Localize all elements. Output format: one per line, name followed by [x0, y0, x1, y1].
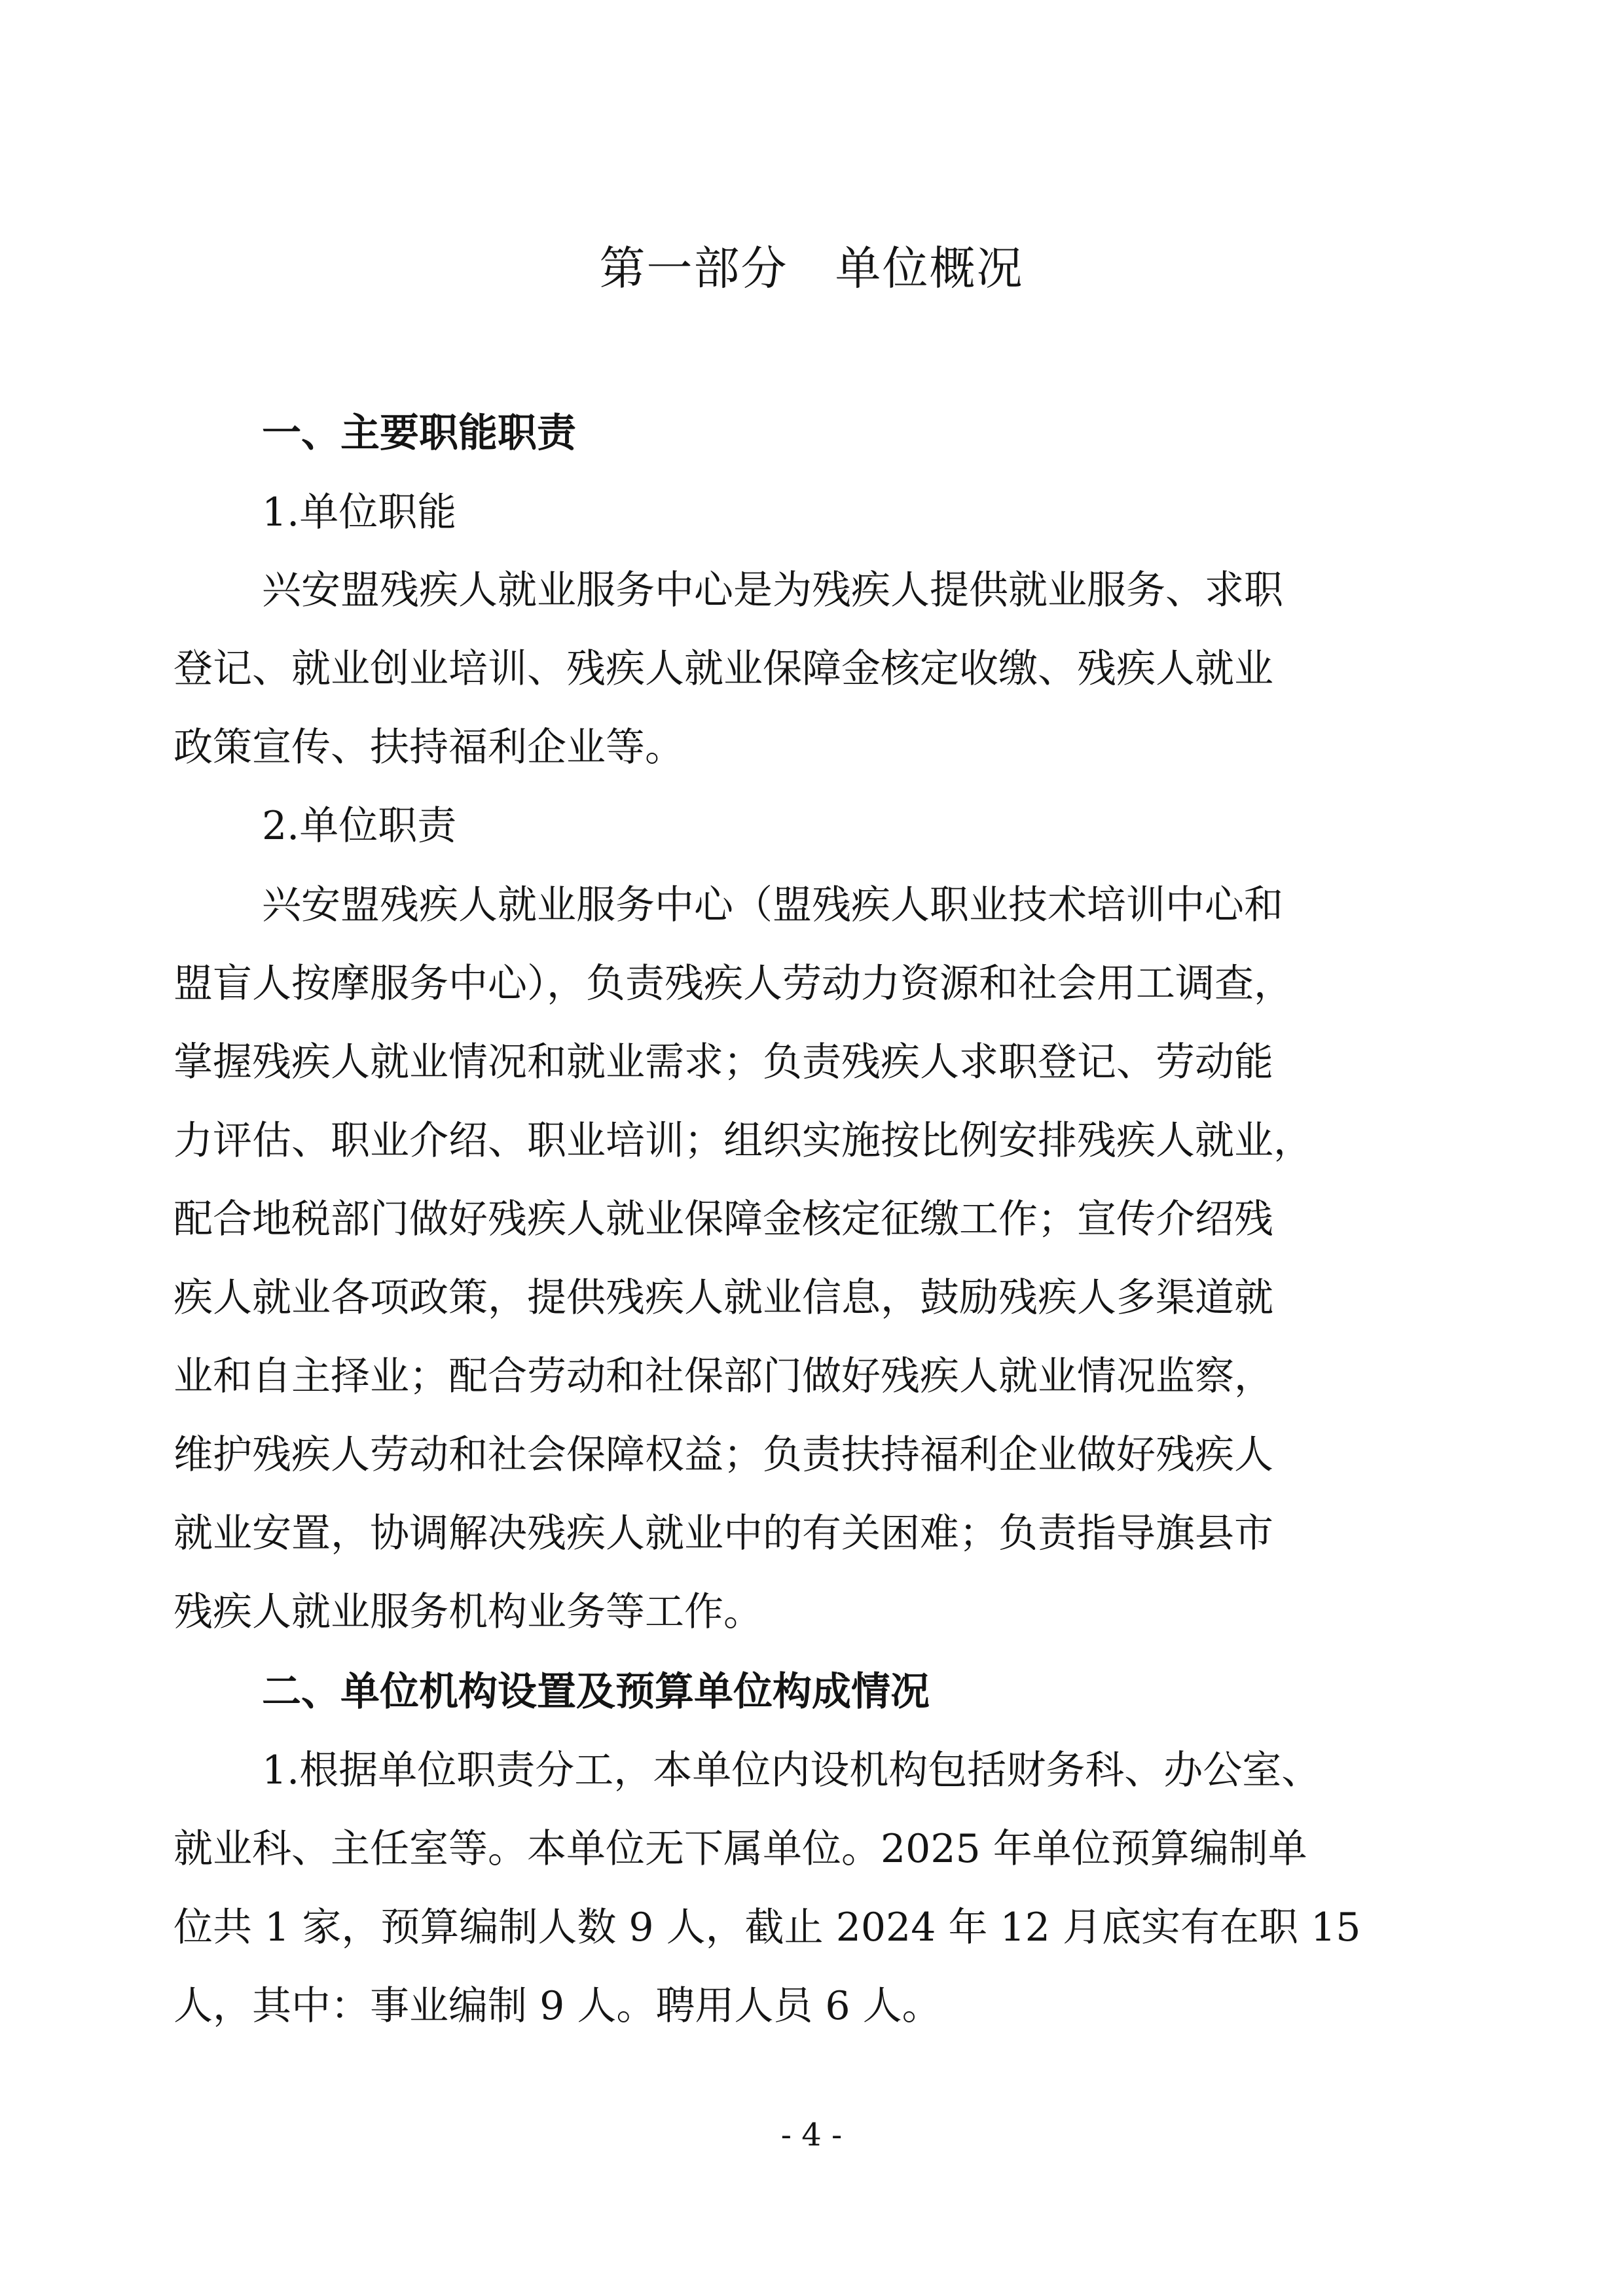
paragraph-line: 政策宣传、扶持福利企业等。 [173, 725, 684, 770]
page-title: 第一部分 单位概况 [599, 242, 1024, 295]
paragraph-line: 掌握残疾人就业情况和就业需求；负责残疾人求职登记、劳动能 [173, 1039, 1273, 1085]
paragraph-line: 登记、就业创业培训、残疾人就业保障金核定收缴、残疾人就业 [173, 646, 1273, 692]
page-number: - 4 - [780, 2117, 843, 2153]
paragraph-line: 位共 1 家，预算编制人数 9 人，截止 2024 年 12 月底实有在职 15 [173, 1905, 1361, 1950]
paragraph-line: 1.根据单位职责分工，本单位内设机构包括财务科、办公室、 [262, 1748, 1321, 1793]
paragraph-line: 业和自主择业；配合劳动和社保部门做好残疾人就业情况监察， [173, 1354, 1273, 1399]
paragraph-line: 残疾人就业服务机构业务等工作。 [173, 1589, 763, 1635]
paragraph-line: 盟盲人按摩服务中心），负责残疾人劳动力资源和社会用工调查， [173, 961, 1293, 1007]
paragraph-line: 人，其中：事业编制 9 人。聘用人员 6 人。 [173, 1983, 941, 2029]
section-heading-organization: 二、单位机构设置及预算单位构成情况 [262, 1669, 930, 1715]
subheading-unit-duties: 2.单位职责 [262, 803, 457, 849]
paragraph-line: 就业科、主任室等。本单位无下属单位。2025 年单位预算编制单 [173, 1826, 1307, 1872]
paragraph-line: 疾人就业各项政策，提供残疾人就业信息，鼓励残疾人多渠道就 [173, 1275, 1273, 1321]
paragraph-line: 兴安盟残疾人就业服务中心（盟残疾人职业技术培训中心和 [262, 882, 1283, 928]
paragraph-line: 力评估、职业介绍、职业培训；组织实施按比例安排残疾人就业， [173, 1118, 1313, 1164]
paragraph-line: 配合地税部门做好残疾人就业保障金核定征缴工作；宣传介绍残 [173, 1196, 1273, 1242]
subheading-unit-functions: 1.单位职能 [262, 490, 457, 535]
paragraph-line: 兴安盟残疾人就业服务中心是为残疾人提供就业服务、求职 [262, 567, 1283, 613]
paragraph-line: 维护残疾人劳动和社会保障权益；负责扶持福利企业做好残疾人 [173, 1432, 1273, 1478]
paragraph-line: 就业安置，协调解决残疾人就业中的有关困难；负责指导旗县市 [173, 1511, 1273, 1556]
section-heading-main-functions: 一、主要职能职责 [262, 410, 576, 456]
